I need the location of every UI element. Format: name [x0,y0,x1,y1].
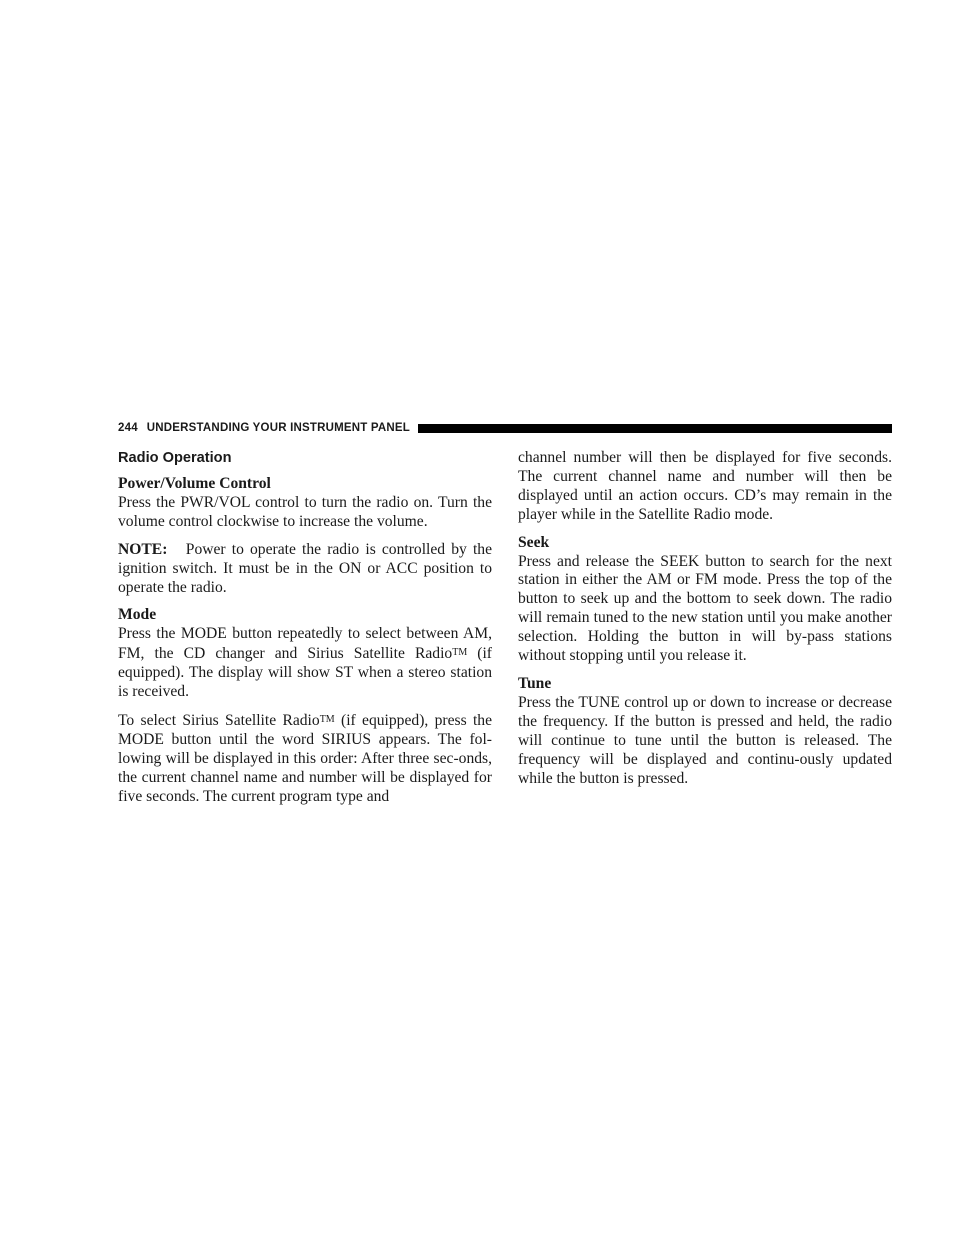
mode-heading: Mode [118,606,157,624]
note-text: Power to operate the radio is controlled by the ignition switch. It must be in the ON or ACC position to operate the radio. [118,540,493,596]
power-volume-text: Press the PWR/VOL control to turn the radio on. Turn the volume control clockwise to increase the volume. [118,493,492,530]
page-number: 244 [118,422,138,434]
page-header [118,420,892,436]
tune-heading: Tune [518,674,552,692]
section-title: Radio Operation [118,450,232,466]
seek-text: Press and release the SEEK button to search for the next station in either the AM or FM mode. Press the top of the button to seek up and the bottom to seek down. The radio will remain tuned to the new station until you make another selection. Holding the button in will by-pass stations without stopping until you release it. [518,552,892,665]
note-paragraph [118,541,492,598]
sirius-paragraph [118,711,492,807]
trademark-mark: TM [452,647,468,659]
trademark-mark: TM [319,713,335,725]
header-rule [418,424,892,433]
mode-text-b: (if equipped). The display will show ST when a stereo station is received. [118,645,493,701]
note-label: NOTE: [118,540,168,558]
running-head: UNDERSTANDING YOUR INSTRUMENT PANEL [146,422,410,434]
mode-paragraph [118,625,492,702]
seek-heading: Seek [518,533,550,551]
tune-text: Press the TUNE control up or down to increase or decrease the frequency. If the button is pressed and held, the radio will continue to tune until the button is released. The frequency will be displayed and continu-ously updated while the button is pressed. [518,693,892,787]
power-volume-heading: Power/Volume Control [118,475,271,492]
left-column [118,449,492,816]
sirius-text-b: (if equipped), press the MODE button until the word SIRIUS appears. The fol-lowing will be displayed in this order: After three sec-onds, the current channel name and number will be displayed for five seconds. The current program type and [118,711,492,805]
sirius-text-a: To select Sirius Satellite Radio [118,711,320,729]
continuation-text: channel number will then be displayed for five seconds. The current channel name and number will then be displayed until an action occurs. CD’s may remain in the player while in the Satellite Radio mode. [518,449,892,523]
mode-text-a: Press the MODE button repeatedly to select between AM, FM, the CD changer and Sirius Satellite Radio [118,625,492,663]
right-column [518,449,892,797]
